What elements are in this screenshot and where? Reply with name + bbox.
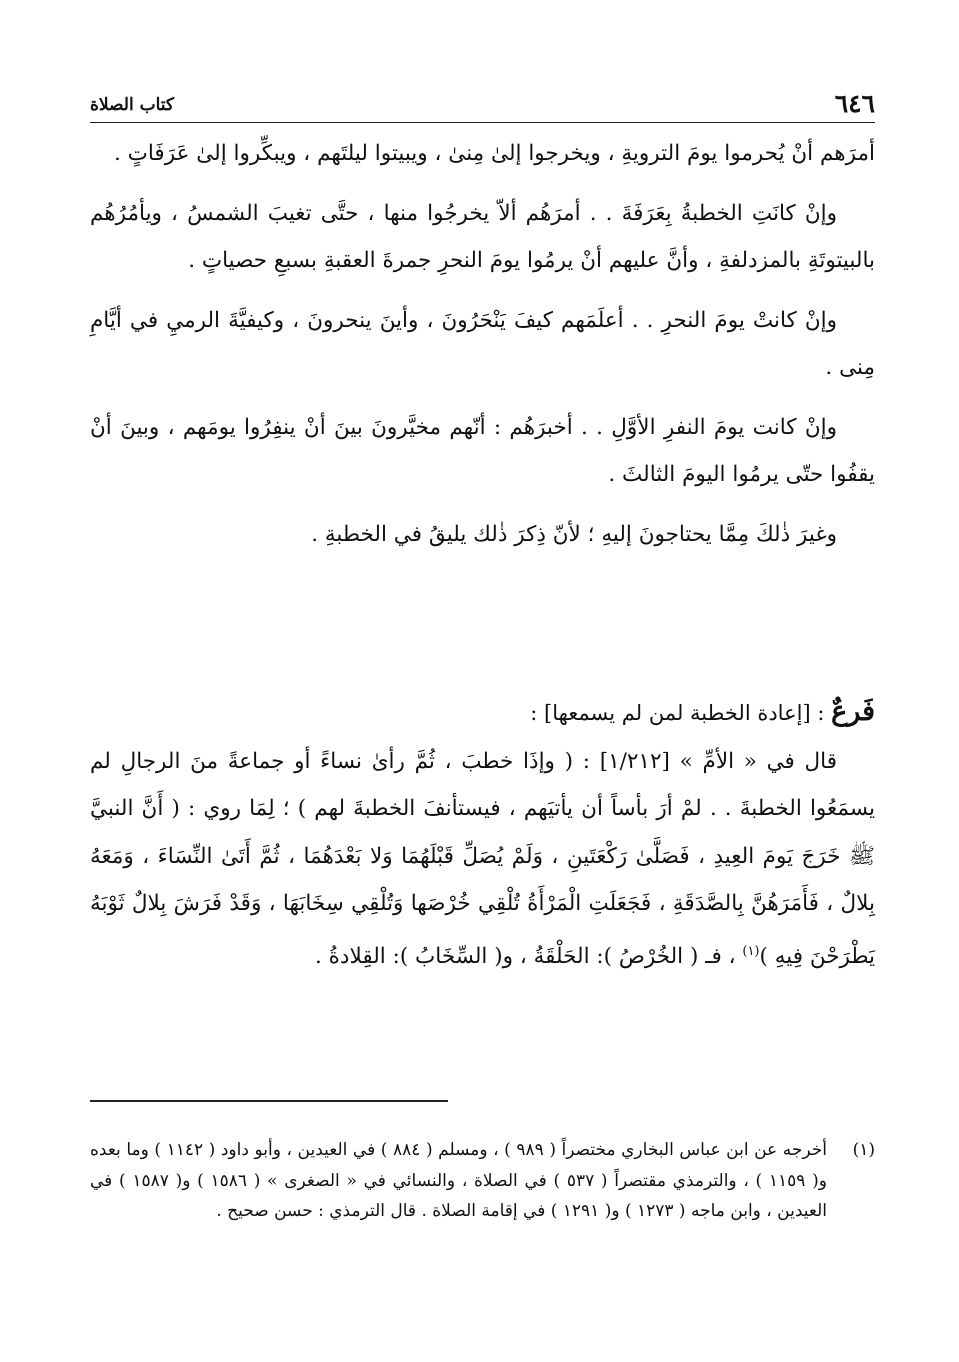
footnote-number: (١)	[852, 1140, 875, 1160]
book-page	[90, 0, 875, 1362]
footnotes	[90, 1135, 875, 1227]
section-paragraph	[90, 738, 875, 981]
book-title: كتاب الصلاة	[90, 95, 175, 115]
section-heading	[90, 688, 875, 738]
section-text: قال في « الأمِّ » [١/٢١٢] : ( وإذَا خطبَ ، ثُمَّ رأىٰ نساءً أو جماعةً منَ الرجالِ لم يسمَعُوا الخطبةَ . . لمْ أرَ بأساً أن يأتيَهم ، فيستأنفَ الخطبةَ لهم ) ؛ لِمَا روي : ( أَنَّ النبيَّ ﷺ خَرَجَ يَومَ العِيدِ ، فَصَلَّىٰ رَكْعَتَينِ ، وَلَمْ يُصَلِّ قَبْلَهُمَا وَلا بَعْدَهُمَا ، ثُمَّ أَتَىٰ النِّسَاءَ ، وَمَعَهُ بِلالٌ ، فَأَمَرَهُنَّ بِالصَّدَقَةِ ، فَجَعَلَتِ الْمَرْأَةُ تُلْقِي خُرْصَها وَتُلْقِي سِخَابَهَا ، وَقَدْ فَرَشَ بِلالٌ ثَوْبَهُ يَطْرَحْنَ فِيهِ )	[90, 748, 875, 969]
main-text	[90, 130, 875, 558]
section-heading-word: فَرعٌ	[831, 696, 875, 727]
section-heading-title: : [إعادة الخطبة لمن لم يسمعها] :	[530, 701, 832, 725]
footnote-divider	[90, 1100, 448, 1102]
running-header	[90, 86, 875, 123]
section-text-after: ، فـ ( الخُرْصُ ): الحَلْقَةُ ، و( السِّخَابُ ): القِلادةُ .	[315, 943, 743, 969]
footnote-item	[90, 1135, 875, 1227]
page-number: ٦٤٦	[834, 89, 875, 118]
paragraph: أمرَهم أنْ يُحرموا يومَ الترويةِ ، ويخرجوا إلىٰ مِنىٰ ، ويبيتوا ليلتَهم ، ويبكِّروا إلىٰ عَرَفَاتٍ .	[113, 141, 875, 166]
paragraph: وإنْ كانتْ يومَ النحرِ . . أعلَمَهم كيفَ يَنْحَرُونَ ، وأينَ ينحرونَ ، وكيفيَّةَ الرميِ في أيَّامِ مِنى .	[90, 307, 875, 380]
subsection	[90, 688, 875, 980]
paragraph: وغيرَ ذٰلكَ مِمَّا يحتاجونَ إليهِ ؛ لأنّ ذِكرَ ذٰلك يليقُ في الخطبةِ .	[311, 521, 837, 547]
footnote-reference[interactable]: (١)	[742, 943, 760, 959]
paragraph: وإنْ كانت يومَ النفرِ الأوَّلِ . . أخبرَهُم : أنّهم مخيَّرونَ بينَ أنْ ينفِرُوا يومَهم ، وبينَ أنْ يقفُوا حتّى يرمُوا اليومَ الثالثَ .	[90, 414, 875, 487]
paragraph: وإنْ كانَتِ الخطبةُ بِعَرَفَةَ . . أمرَهُم ألاّ يخرجُوا منها ، حتَّى تغيبَ الشمسُ ، ويأمُرُهُم بالبيتوتَةِ بالمزدلفةِ ، وأنَّ عليهم أنْ يرمُوا يومَ النحرِ جمرةَ العقبةِ بسبعِ حصياتٍ .	[90, 200, 875, 273]
footnote-text: أخرجه عن ابن عباس البخاري مختصراً ( ٩٨٩ ) ، ومسلم ( ٨٨٤ ) في العيدين ، وأبو داود ( ١١٤٢ ) وما بعده و( ١١٥٩ ) ، والترمذي مقتصراً ( ٥٣٧ ) في الصلاة ، والنسائي في « الصغرى » ( ١٥٨٦ ) و( ١٥٨٧ ) في العيدين ، وابن ماجه ( ١٢٧٣ ) و( ١٢٩١ ) في إقامة الصلاة . قال الترمذي : حسن صحيح .	[90, 1140, 827, 1221]
